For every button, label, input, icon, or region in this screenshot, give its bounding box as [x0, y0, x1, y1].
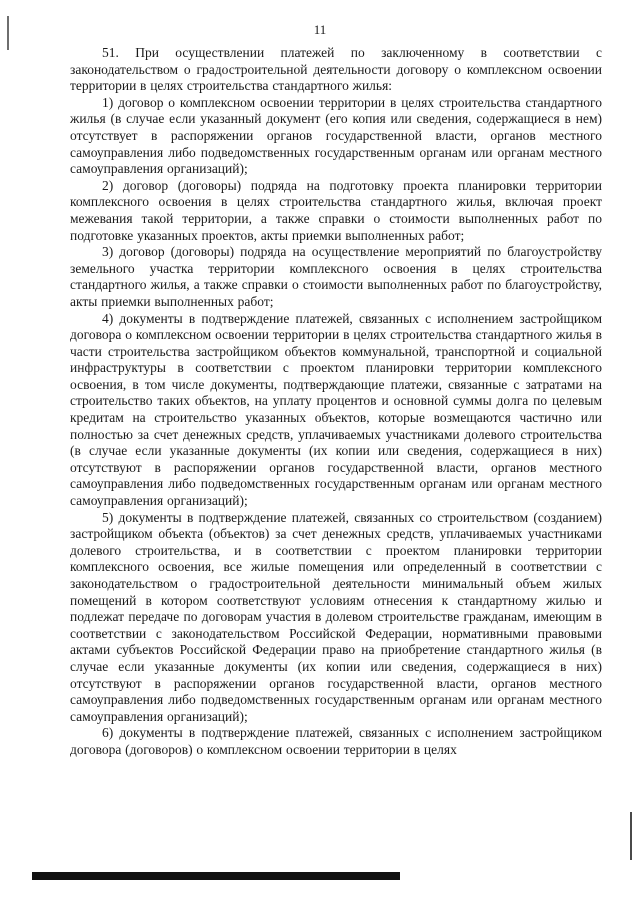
list-item-2: 2) договор (договоры) подряда на подготовку проекта планировки территории комплексного освоения в целях строительства стандартного жилья, включая проект межевания такой территории, а также справки о стоимости выполненных работ по подготовке указанных проектов, акты приемки выполненных работ;	[70, 177, 602, 243]
list-item-6: 6) документы в подтверждение платежей, связанных с исполнением застройщиком договора (договоров) о комплексном освоении территории в целях	[70, 725, 602, 757]
list-item-4: 4) документы в подтверждение платежей, связанных с исполнением застройщиком договора о комплексном освоении территории в целях строительства стандартного жилья в части строительства застройщиком объектов коммунальной, транспортной и социальной инфраструктуры в соответствии с проектом планировки территории комплексного освоения, в том числе документы, подтверждающие платежи, связанные с затратами на строительство таких объектов, на уплату процентов и основной суммы долга по целевым кредитам на строительство указанных объектов, которые возмещаются частично или полностью за счет денежных средств, уплачиваемых участниками долевого строительства (в случае если указанные документы (их копии или сведения, содержащиеся в них) отсутствуют в распоряжении органов государственной власти, органов местного самоуправления либо подведомственных государственным органам или органам местного самоуправления организаций);	[70, 310, 602, 509]
list-item-5: 5) документы в подтверждение платежей, связанных со строительством (созданием) застройщиком объекта (объектов) за счет денежных средств, уплачиваемых участниками долевого строительства, и в соответствии с проектом планировки территории комплексного освоения, все жилые помещения или определенный в соответствии с законодательством о градостроительной деятельности минимальный объем жилых помещений в котором соответствуют условиям отнесения к стандартному жилью и подлежат передаче по договорам участия в долевом строительстве гражданам, имеющим в соответствии с законодательством Российской Федерации, нормативными правовыми актами субъектов Российской Федерации право на приобретение стандартного жилья (в случае если указанные документы (их копии или сведения, содержащиеся в них) отсутствуют в распоряжении органов государственной власти, органов местного самоуправления либо подведомственных государственным органам или органам местного самоуправления организаций);	[70, 509, 602, 724]
list-item-3: 3) договор (договоры) подряда на осуществление мероприятий по благоустройству земельного участка территории комплексного освоения в целях строительства стандартного жилья, а также справки о стоимости выполненных работ по благоустройству, акты приемки выполненных работ;	[70, 244, 602, 309]
scan-artifact-mark-right	[630, 812, 632, 860]
scan-artifact-bar	[32, 872, 400, 880]
list-item-1: 1) договор о комплексном освоении территории в целях строительства стандартного жилья (в случае если указанный документ (его копия или сведения, содержащиеся в нем) отсутствует в распоряжении органов государственной власти, органов местного самоуправления либо подведомственных государственным органам или органам местного самоуправления организаций);	[70, 94, 602, 177]
page-number: 11	[313, 22, 327, 37]
document-body	[70, 45, 602, 759]
paragraph-51-intro: 51. При осуществлении платежей по заключенному в соответствии с законодательством о градостроительной деятельности договору о комплексном освоении территории в целях строительства стандартного жилья:	[70, 45, 602, 94]
